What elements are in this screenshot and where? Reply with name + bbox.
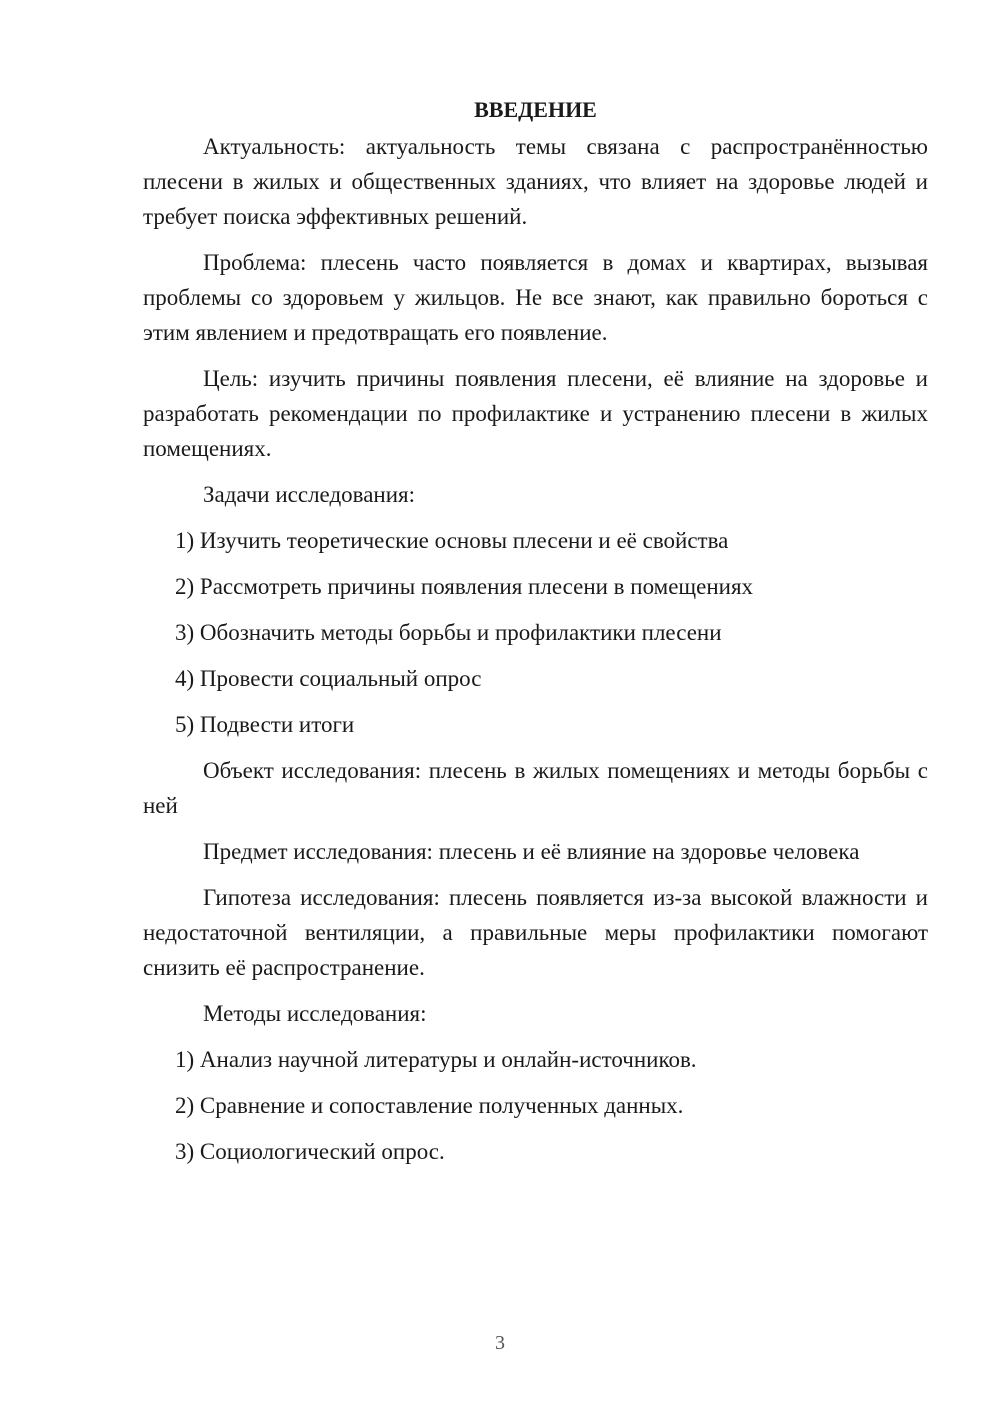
task-item: 4) Провести социальный опрос xyxy=(175,666,482,691)
methods-heading: Методы исследования: xyxy=(203,1001,427,1026)
problem-paragraph: Проблема: плесень часто появляется в домах и квартирах, вызывая проблемы со здоровьем у жильцов. Не все знают, как правильно бороться с этим явлением и предотвращать его появление. xyxy=(143,250,928,345)
section-title: ВВЕДЕНИЕ xyxy=(474,97,597,122)
relevance-paragraph: Актуальность: актуальность темы связана с распространённостью плесени в жилых и общественных зданиях, что влияет на здоровье людей и требует поиска эффективных решений. xyxy=(143,134,928,229)
tasks-heading: Задачи исследования: xyxy=(203,482,416,507)
task-item: 3) Обозначить методы борьбы и профилактики плесени xyxy=(175,620,722,645)
subject-paragraph: Предмет исследования: плесень и её влияние на здоровье человека xyxy=(203,839,860,864)
task-item: 1) Изучить теоретические основы плесени и её свойства xyxy=(175,528,729,553)
task-item: 5) Подвести итоги xyxy=(175,712,355,737)
object-paragraph: Объект исследования: плесень в жилых помещениях и методы борьбы с ней xyxy=(143,758,928,818)
method-item: 1) Анализ научной литературы и онлайн-источников. xyxy=(175,1047,697,1072)
method-item: 2) Сравнение и сопоставление полученных данных. xyxy=(175,1093,684,1118)
goal-paragraph: Цель: изучить причины появления плесени, её влияние на здоровье и разработать рекомендации по профилактике и устранению плесени в жилых помещениях. xyxy=(143,366,928,461)
document-body xyxy=(143,92,928,1180)
page-number: 3 xyxy=(495,1332,505,1354)
method-item: 3) Социологический опрос. xyxy=(175,1139,445,1164)
hypothesis-paragraph: Гипотеза исследования: плесень появляется из-за высокой влажности и недостаточной вентиляции, а правильные меры профилактики помогают снизить её распространение. xyxy=(143,885,928,980)
task-item: 2) Рассмотреть причины появления плесени в помещениях xyxy=(175,574,754,599)
